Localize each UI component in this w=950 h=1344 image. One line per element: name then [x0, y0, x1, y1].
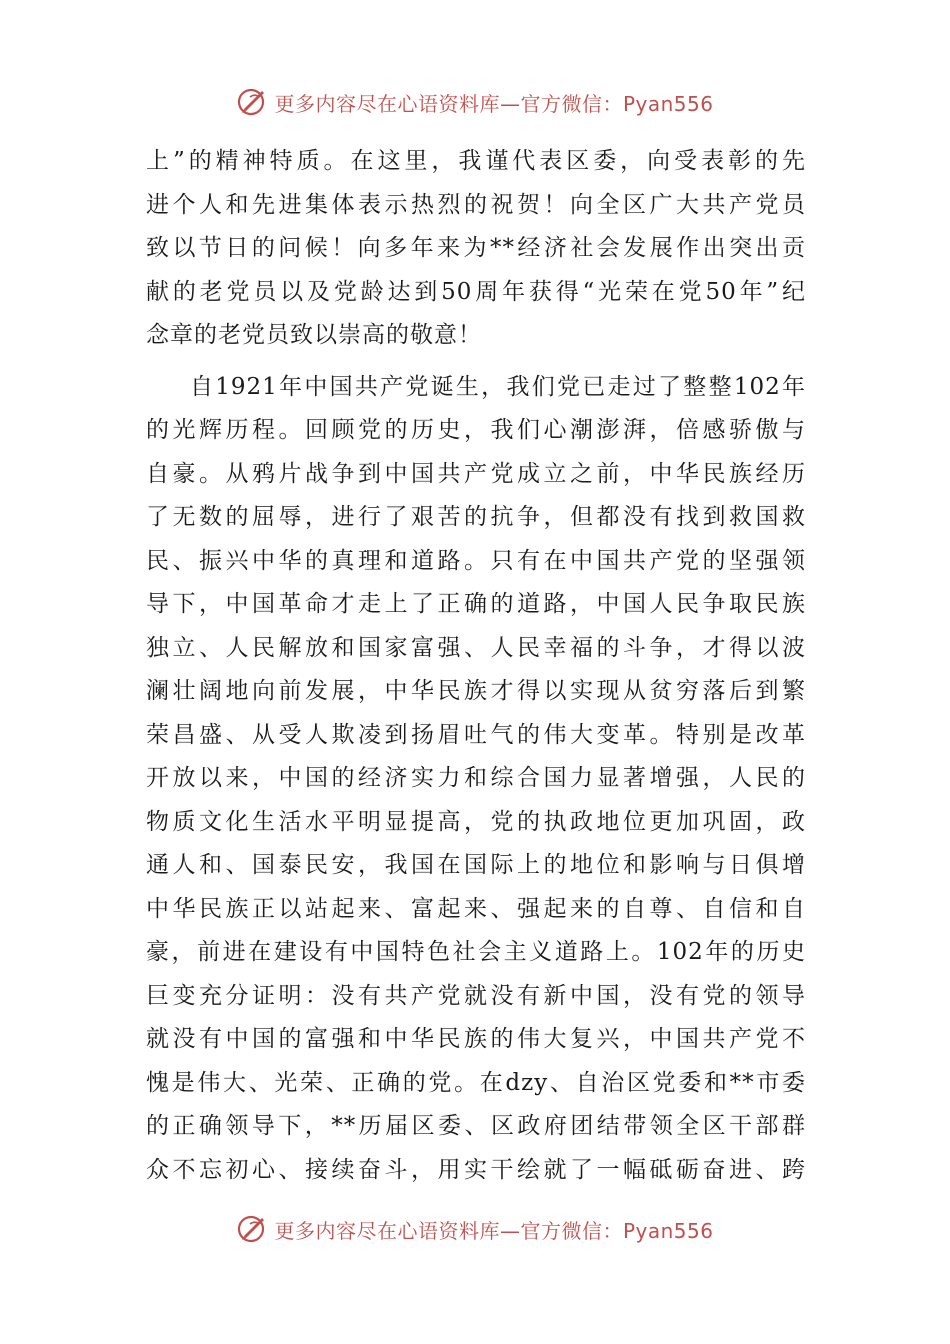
text-line: 荣昌盛、从受人欺凌到扬眉吐气的伟大变革。特别是改革	[146, 721, 806, 748]
text-line: 上”的精神特质。在这里，我谨代表区委，向受表彰的先	[146, 148, 806, 174]
text-line: 独立、人民解放和国家富强、人民幸福的斗争，才得以波	[146, 634, 806, 661]
text-line: 众不忘初心、接续奋斗，用实干绘就了一幅砥砺奋进、跨	[146, 1156, 806, 1183]
pen-logo-icon	[236, 85, 270, 119]
text-line: 豪，前进在建设有中国特色社会主义道路上。102年的历史	[146, 939, 806, 965]
text-line: 念章的老党员致以崇高的敬意！	[146, 322, 482, 348]
header-watermark	[0, 82, 950, 122]
paragraph-gap	[146, 358, 806, 366]
text-line: 自豪。从鸦片战争到中国共产党成立之前，中华民族经历	[146, 460, 806, 487]
paragraph-2	[146, 366, 806, 1193]
text-line: 澜壮阔地向前发展，中华民族才得以实现从贫穷落后到繁	[146, 678, 806, 704]
footer-watermark	[0, 1209, 950, 1249]
text-line: 导下，中国革命才走上了正确的道路，中国人民争取民族	[146, 591, 806, 617]
text-line: 进个人和先进集体表示热烈的祝贺！向全区广大共产党员	[146, 191, 806, 218]
text-line: 的正确领导下，**历届区委、区政府团结带领全区干部群	[146, 1113, 806, 1139]
text-line: 中华民族正以站起来、富起来、强起来的自尊、自信和自	[146, 895, 806, 922]
paragraph-1	[146, 140, 806, 358]
text-line: 的光辉历程。回顾党的历史，我们心潮澎湃，倍感骄傲与	[146, 417, 806, 443]
text-line: 致以节日的问候！向多年来为**经济社会发展作出突出贡	[146, 235, 806, 261]
text-line: 献的老党员以及党龄达到50周年获得“光荣在党50年”纪	[146, 278, 806, 305]
text-line: 自1921年中国共产党诞生，我们党已走过了整整102年	[190, 373, 806, 400]
watermark-text: 更多内容尽在心语资料库—官方微信：Pyan556	[274, 91, 714, 116]
text-line: 民、振兴中华的真理和道路。只有在中国共产党的坚强领	[146, 547, 806, 574]
text-line: 愧是伟大、光荣、正确的党。在dzy、自治区党委和**市委	[146, 1069, 806, 1096]
pen-logo-icon	[236, 1212, 270, 1246]
text-line: 巨变充分证明：没有共产党就没有新中国，没有党的领导	[146, 982, 806, 1009]
text-line: 了无数的屈辱，进行了艰苦的抗争，但都没有找到救国救	[146, 504, 806, 530]
text-line: 开放以来，中国的经济实力和综合国力显著增强，人民的	[146, 765, 806, 791]
text-line: 就没有中国的富强和中华民族的伟大复兴，中国共产党不	[146, 1026, 806, 1052]
text-line: 通人和、国泰民安，我国在国际上的地位和影响与日俱增	[146, 852, 806, 878]
text-line: 物质文化生活水平明显提高，党的执政地位更加巩固，政	[146, 808, 806, 835]
watermark-text: 更多内容尽在心语资料库—官方微信：Pyan556	[274, 1218, 714, 1243]
document-body	[146, 140, 806, 1192]
